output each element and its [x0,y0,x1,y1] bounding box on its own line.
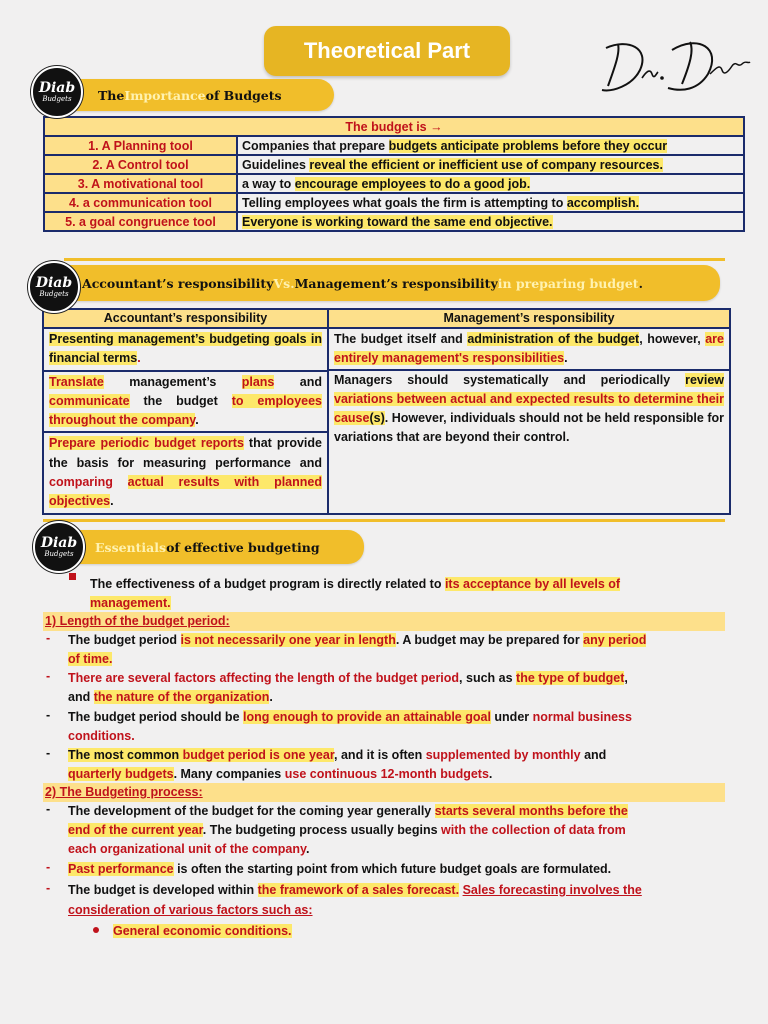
diab-budgets-logo: Diab Budgets [28,261,80,313]
accountant-cell: Translate management’s plans and communicate the budget to employees throughout the company. [43,371,328,433]
dash-bullet: - [46,802,51,816]
table-row: 1. A Planning tool Companies that prepare budgets anticipate problems before they occur [44,136,744,155]
section-heading-essentials: Essentials of effective budgeting [60,530,364,564]
section-divider [64,258,725,261]
management-cell: The budget itself and administration of the budget, however, are entirely management's responsibilities. Managers should systematically and periodically review variations between actual and expected results to determine their cause(s). However, individuals should not be held responsible for variations that are beyond their control. [328,328,730,514]
table-row [43,328,730,371]
section-divider [43,519,725,522]
list-item-cont: of time. [68,652,113,666]
intro-text-cont: management. [90,596,171,610]
dash-bullet: - [46,669,51,683]
list-item-cont: end of the current year. The budgeting process usually begins with the collection of data from [68,823,626,837]
list-item: Past performance is often the starting point from which future budget goals are formulated. [68,862,612,876]
intro-text: The effectiveness of a budget program is directly related to its acceptance by all levels of [90,577,621,591]
accountant-cell: Prepare periodic budget reports that provide the basis for measuring performance and comparing actual results with planned objectives. [43,432,328,513]
list-item-cont: quarterly budgets. Many companies use continuous 12-month budgets. [68,767,493,781]
list-item: The budget period should be long enough to provide an attainable goal under normal business [68,710,632,724]
table-header-row: Accountant’s responsibility Management’s responsibility [43,309,730,328]
responsibility-table [42,308,731,515]
list-subitem: General economic conditions. [113,924,292,938]
list-item: The most common budget period is one year, and it is often supplemented by monthly and [68,748,607,762]
dash-bullet: - [46,746,51,760]
subheading-process: 2) The Budgeting process: [43,783,725,802]
table-row: 3. A motivational tool a way to encourage employees to do a good job. [44,174,744,193]
table-header-row: The budget is → [44,117,744,136]
list-item-cont: conditions. [68,729,135,743]
table-row: 4. a communication tool Telling employees what goals the firm is attempting to accomplish. [44,193,744,212]
list-item-cont: and the nature of the organization. [68,690,273,704]
dash-bullet: - [46,881,51,895]
accountant-cell: Presenting management’s budgeting goals in financial terms. [43,328,328,371]
diab-budgets-logo: Diab Budgets [31,66,83,118]
list-item: The development of the budget for the coming year generally starts several months before the [68,804,628,818]
section-heading-importance: The Importance of Budgets [58,79,334,111]
dash-bullet: - [46,860,51,874]
dash-bullet: - [46,631,51,645]
page-title: Theoretical Part [264,26,510,76]
signature-image [598,34,758,104]
list-item-cont: each organizational unit of the company. [68,842,310,856]
table-row: 5. a goal congruence tool Everyone is working toward the same end objective. [44,212,744,231]
budget-roles-table [43,116,745,232]
table-row: 2. A Control tool Guidelines reveal the efficient or inefficient use of company resources. [44,155,744,174]
section-heading-responsibility: Accountant’s responsibility Vs. Management’s responsibility in preparing budget . [56,265,720,301]
bullet-dot-icon [93,927,99,933]
list-item: The budget period is not necessarily one year in length. A budget may be prepared for any period [68,633,647,647]
subheading-length: 1) Length of the budget period: [43,612,725,631]
bullet-square-icon [69,573,76,580]
list-item-cont: consideration of various factors such as: [68,903,313,917]
dash-bullet: - [46,708,51,722]
list-item: There are several factors affecting the length of the budget period, such as the type of budget, [68,671,628,685]
list-item: The budget is developed within the framework of a sales forecast. Sales forecasting involves the [68,883,642,897]
diab-budgets-logo: Diab Budgets [33,521,85,573]
